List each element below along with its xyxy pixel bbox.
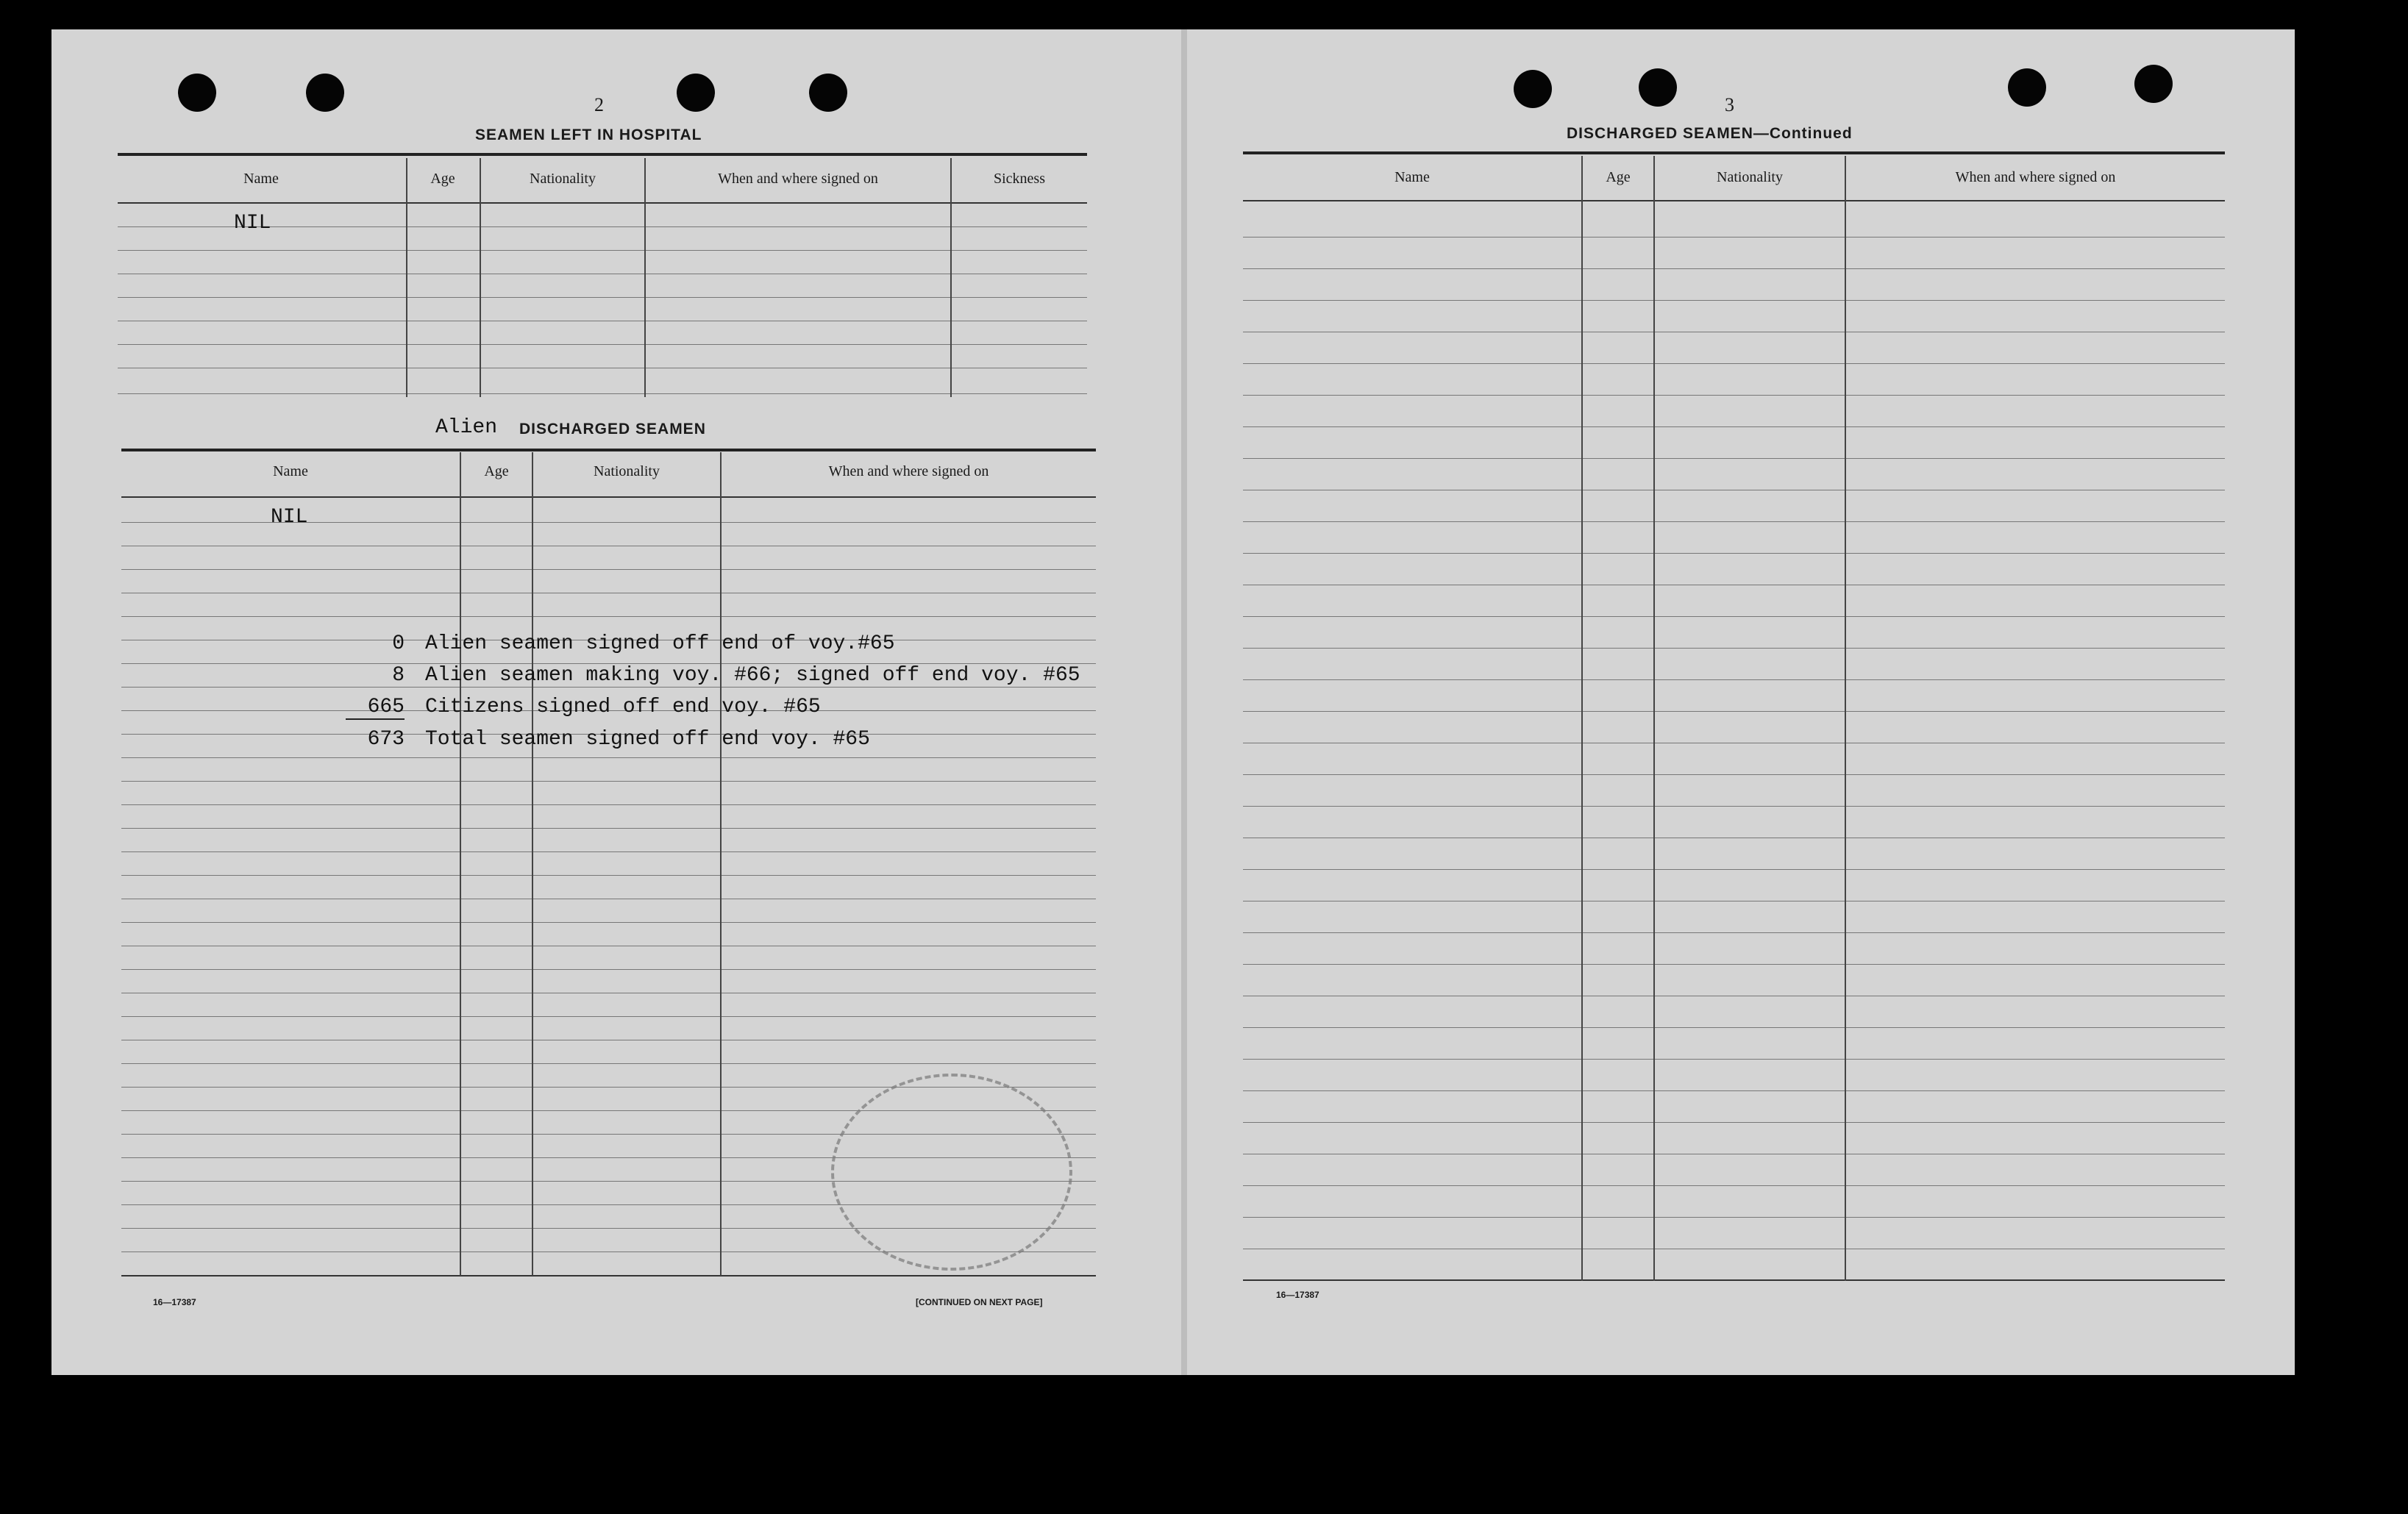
- table-line: [1243, 395, 2225, 396]
- punch-hole: [2134, 65, 2173, 103]
- col-header-signed-on: When and where signed on: [828, 463, 989, 479]
- table-line: [1243, 458, 2225, 459]
- continued-section-title: DISCHARGED SEAMEN—Continued: [1567, 125, 1853, 142]
- summary-text: Alien seamen signed off end of voy.#65: [425, 632, 895, 655]
- table-line: [121, 569, 1096, 570]
- summary-count: 0: [392, 632, 405, 655]
- col-header-signed-on: When and where signed on: [718, 171, 878, 187]
- col-header-name: Name: [273, 463, 308, 479]
- col-header-sickness: Sickness: [994, 171, 1045, 187]
- summary-count: 673: [367, 728, 405, 751]
- column-divider: [644, 158, 646, 397]
- alien-label: Alien: [435, 416, 498, 439]
- hospital-entry: NIL: [234, 212, 271, 235]
- summary-text: Total seamen signed off end voy. #65: [425, 728, 870, 751]
- col-header-nationality: Nationality: [1717, 169, 1783, 185]
- table-line: [1243, 964, 2225, 965]
- column-divider: [406, 158, 407, 397]
- table-line: [1243, 932, 2225, 933]
- table-line: [121, 1063, 1096, 1064]
- header-rule: [1243, 151, 2225, 154]
- table-line: [118, 344, 1087, 345]
- column-divider: [460, 452, 461, 1276]
- table-line: [1243, 553, 2225, 554]
- hospital-section-title: SEAMEN LEFT IN HOSPITAL: [475, 126, 702, 143]
- summary-count: 8: [392, 664, 405, 687]
- table-line: [121, 828, 1096, 829]
- column-divider: [532, 452, 533, 1276]
- table-line: [121, 922, 1096, 923]
- column-divider: [720, 452, 722, 1276]
- punch-hole: [1514, 70, 1552, 108]
- continued-note: [CONTINUED ON NEXT PAGE]: [916, 1297, 1043, 1307]
- table-line: [121, 851, 1096, 852]
- table-line: [1243, 648, 2225, 649]
- table-line: [1243, 521, 2225, 522]
- table-line: [121, 875, 1096, 876]
- punch-hole: [2008, 68, 2046, 107]
- table-line: [121, 687, 1096, 688]
- table-line: [121, 781, 1096, 782]
- punch-hole: [178, 74, 216, 112]
- table-line: [1243, 616, 2225, 617]
- table-line: [1243, 200, 2225, 201]
- column-divider: [1581, 156, 1583, 1281]
- page-number: 2: [594, 94, 604, 115]
- punch-hole: [306, 74, 344, 112]
- faded-stamp: [831, 1074, 1072, 1271]
- table-line: [1243, 1090, 2225, 1091]
- col-header-name: Name: [1394, 169, 1430, 185]
- table-line: [118, 250, 1087, 251]
- summary-count: 665: [346, 696, 405, 720]
- table-line: [1243, 300, 2225, 301]
- column-divider: [480, 158, 481, 397]
- col-header-age: Age: [484, 463, 509, 479]
- table-line: [121, 616, 1096, 617]
- col-header-age: Age: [1606, 169, 1631, 185]
- col-header-name: Name: [243, 171, 279, 187]
- form-number: 16—17387: [153, 1297, 196, 1307]
- punch-hole: [1639, 68, 1677, 107]
- punch-hole: [677, 74, 715, 112]
- table-line: [1243, 1027, 2225, 1028]
- table-line: [121, 1016, 1096, 1017]
- page-number: 3: [1725, 94, 1734, 115]
- table-line: [1243, 774, 2225, 775]
- table-line: [118, 297, 1087, 298]
- table-line: [1243, 426, 2225, 427]
- punch-hole: [809, 74, 847, 112]
- table-line: [118, 393, 1087, 394]
- table-line: [1243, 679, 2225, 680]
- col-header-nationality: Nationality: [594, 463, 660, 479]
- table-line: [1243, 1279, 2225, 1281]
- header-rule: [118, 153, 1087, 156]
- form-number: 16—17387: [1276, 1290, 1319, 1300]
- col-header-age: Age: [430, 171, 455, 187]
- table-line: [1243, 1217, 2225, 1218]
- table-line: [1243, 711, 2225, 712]
- table-line: [1243, 237, 2225, 238]
- column-divider: [1845, 156, 1846, 1281]
- table-line: [1243, 363, 2225, 364]
- table-line: [118, 202, 1087, 204]
- col-header-nationality: Nationality: [530, 171, 596, 187]
- col-header-signed-on: When and where signed on: [1955, 169, 2116, 185]
- table-line: [1243, 268, 2225, 269]
- summary-text: Alien seamen making voy. #66; signed off end voy. #65: [425, 664, 1080, 687]
- table-line: [121, 757, 1096, 758]
- table-line: [121, 1275, 1096, 1276]
- table-line: [121, 969, 1096, 970]
- table-line: [1243, 1185, 2225, 1186]
- discharged-section-title: DISCHARGED SEAMEN: [519, 421, 706, 438]
- table-line: [121, 804, 1096, 805]
- table-line: [1243, 1122, 2225, 1123]
- page-fold: [1181, 29, 1187, 1375]
- column-divider: [1653, 156, 1655, 1281]
- table-line: [1243, 806, 2225, 807]
- column-divider: [950, 158, 952, 397]
- table-line: [121, 496, 1096, 498]
- table-line: [1243, 869, 2225, 870]
- discharged-entry: NIL: [271, 506, 308, 529]
- header-rule: [121, 449, 1096, 451]
- table-line: [121, 522, 1096, 523]
- table-line: [1243, 1059, 2225, 1060]
- summary-text: Citizens signed off end voy. #65: [425, 696, 821, 718]
